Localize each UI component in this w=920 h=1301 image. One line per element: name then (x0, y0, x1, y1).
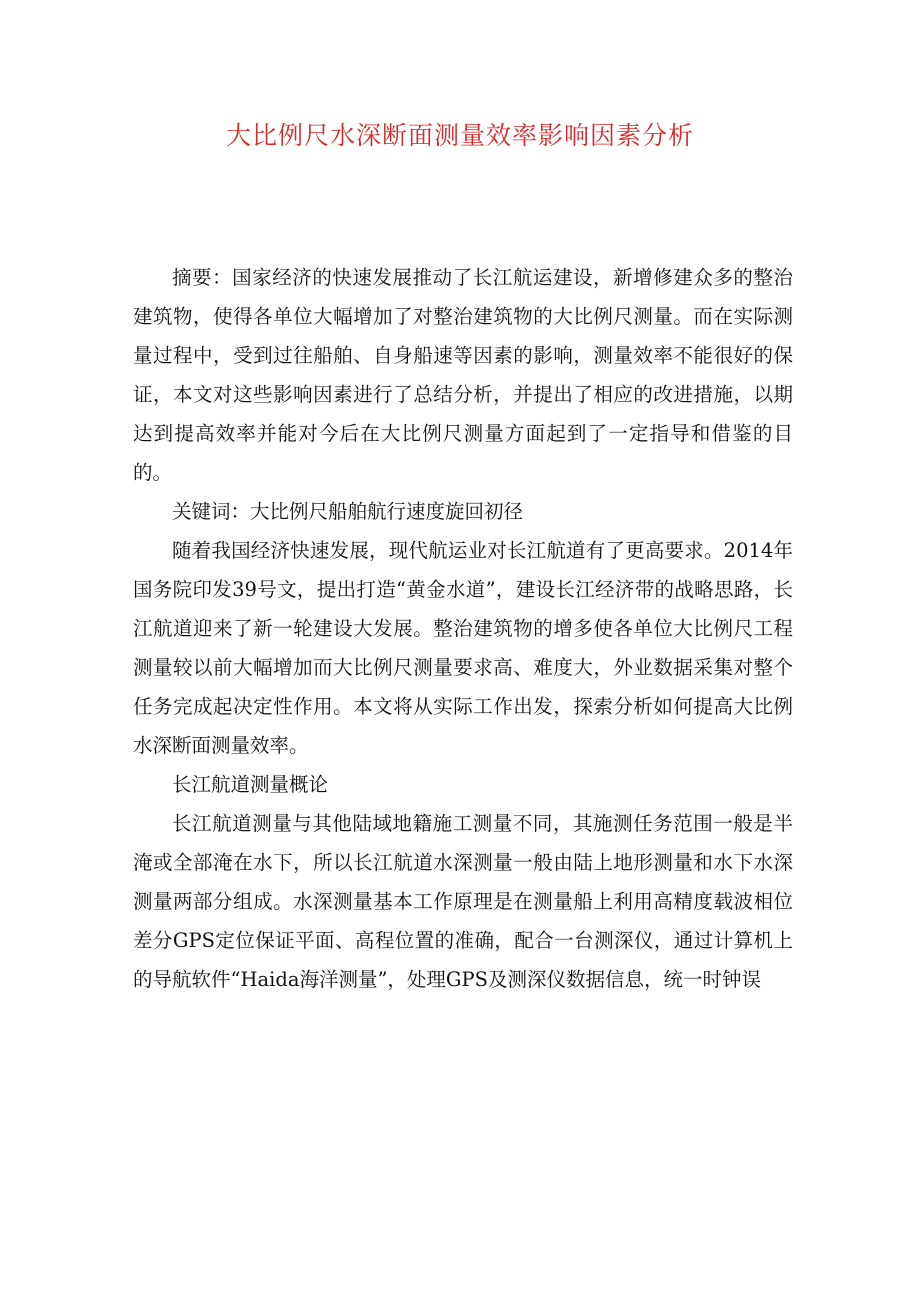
section-paragraph: 长江航道测量与其他陆域地籍施工测量不同，其施测任务范围一般是半淹或全部淹在水下，所以长江航道水深测量一般由陆上地形测量和水下水深测量两部分组成。水深测量基本工作原理是在测量船上利用高精度载波相位差分GPS定位保证平面、高程位置的准确，配合一台测深仪，通过计算机上的导航软件“Haida海洋测量”，处理GPS及测深仪数据信息，统一时钟误 (133, 812, 793, 991)
section-heading: 长江航道测量概论 (172, 773, 329, 796)
intro-paragraph: 随着我国经济快速发展，现代航运业对长江航道有了更高要求。2014年国务院印发39号文，提出打造“黄金水道”，建设长江经济带的战略思路，长江航道迎来了新一轮建设大发展。整治建筑物的增多使各单位大比例尺工程测量较以前大幅增加而大比例尺测量要求高、难度大，外业数据采集对整个任务完成起决定性作用。本文将从实际工作出发，探索分析如何提高大比例水深断面测量效率。 (133, 539, 793, 757)
document-title: 大比例尺水深断面测量效率影响因素分析 (225, 121, 694, 150)
abstract-paragraph: 摘要：国家经济的快速发展推动了长江航运建设，新增修建众多的整治建筑物，使得各单位大幅增加了对整治建筑物的大比例尺测量。而在实际测量过程中，受到过往船舶、自身船速等因素的影响，测量效率不能很好的保证，本文对这些影响因素进行了总结分析，并提出了相应的改进措施，以期达到提高效率并能对今后在大比例尺测量方面起到了一定指导和借鉴的目的。 (133, 266, 793, 484)
keywords-paragraph: 关键词：大比例尺船舶航行速度旋回初径 (172, 500, 524, 523)
document-body (133, 258, 793, 999)
